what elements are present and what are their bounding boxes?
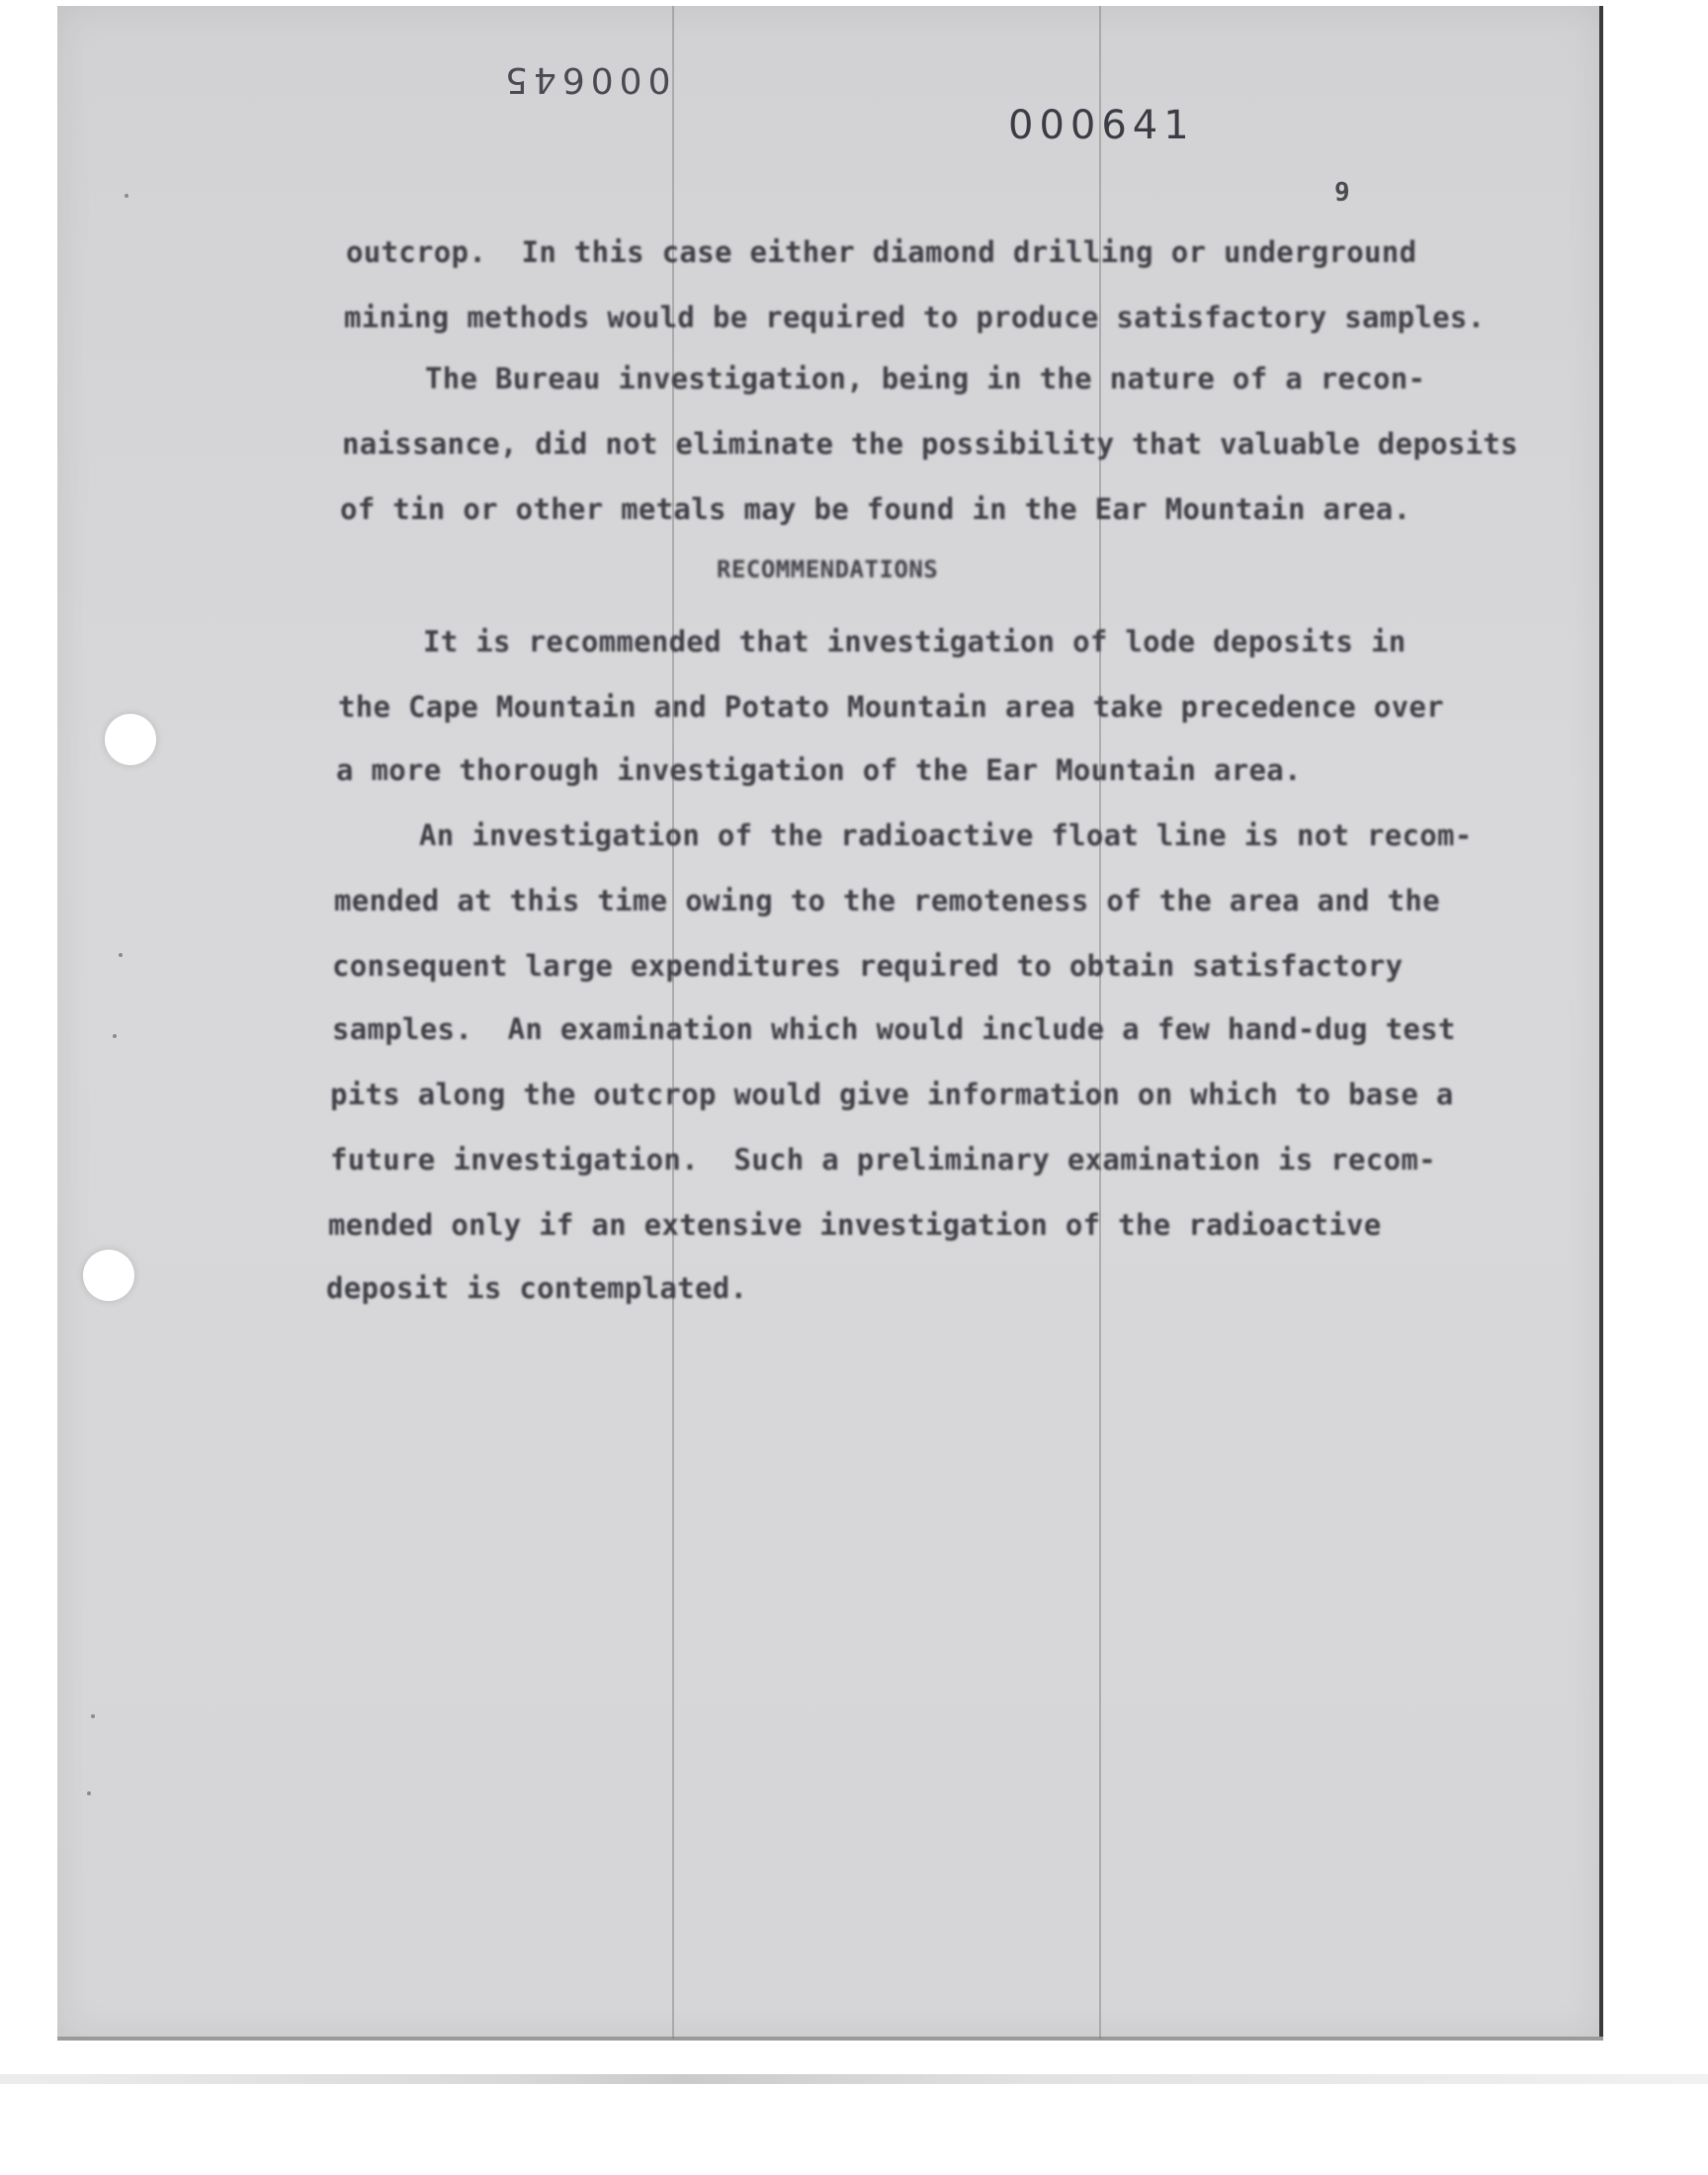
body-line: outcrop. In this case either diamond drilling or underground xyxy=(346,235,1417,269)
body-line: It is recommended that investigation of lode deposits in xyxy=(423,625,1407,658)
section-heading: RECOMMENDATIONS xyxy=(717,556,939,583)
scan-speck xyxy=(125,194,128,198)
body-line: of tin or other metals may be found in the Ear Mountain area. xyxy=(340,492,1411,526)
archive-stamp-upside-down: 000645 xyxy=(499,59,671,100)
scanner-bottom-strip xyxy=(0,2074,1708,2084)
body-line: An investigation of the radioactive float line is not recom- xyxy=(419,819,1473,852)
archive-stamp-number: 000641 xyxy=(1008,103,1195,148)
page-number: 9 xyxy=(1334,178,1350,208)
scan-speck xyxy=(119,953,123,957)
body-line: consequent large expenditures required to obtain satisfactory xyxy=(332,949,1404,983)
scan-speck xyxy=(113,1034,117,1038)
body-line: mended at this time owing to the remoteness of the area and the xyxy=(334,884,1440,917)
scan-speck xyxy=(91,1714,95,1718)
body-line: naissance, did not eliminate the possibility that valuable deposits xyxy=(342,427,1518,461)
body-line: pits along the outcrop would give information on which to base a xyxy=(330,1078,1454,1111)
body-line: future investigation. Such a preliminary examination is recom- xyxy=(330,1143,1436,1176)
page-edge-bottom xyxy=(57,2037,1603,2041)
body-line: deposit is contemplated. xyxy=(326,1271,748,1305)
punch-hole xyxy=(83,1250,134,1301)
body-line: the Cape Mountain and Potato Mountain area take precedence over xyxy=(338,690,1444,724)
body-line: mended only if an extensive investigation of the radioactive xyxy=(328,1208,1382,1242)
body-line: The Bureau investigation, being in the nature of a recon- xyxy=(425,362,1426,395)
punch-hole xyxy=(105,714,156,765)
page-edge-right xyxy=(1599,6,1603,2039)
body-line: samples. An examination which would include a few hand-dug test xyxy=(332,1012,1456,1046)
body-line: mining methods would be required to produce satisfactory samples. xyxy=(344,301,1486,334)
scan-speck xyxy=(87,1791,91,1795)
body-line: a more thorough investigation of the Ear Mountain area. xyxy=(336,753,1302,787)
